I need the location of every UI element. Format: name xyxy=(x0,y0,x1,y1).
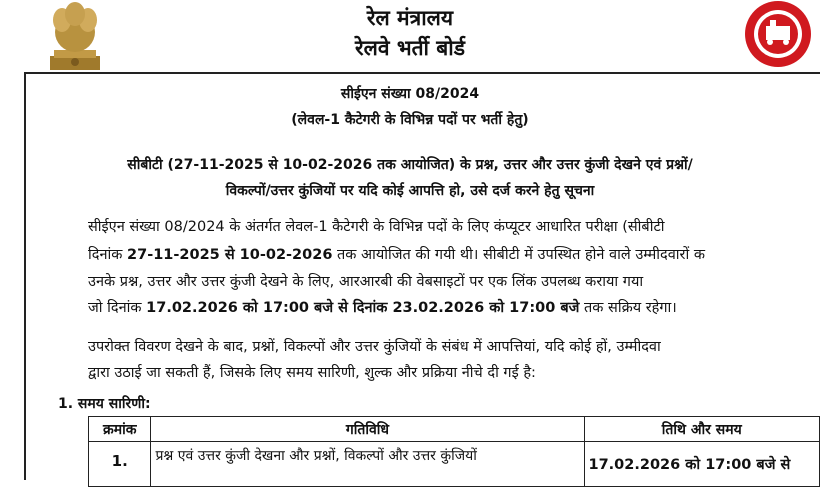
header-divider xyxy=(24,72,820,74)
section-schedule-title: 1. समय सारिणी: xyxy=(58,396,151,412)
link-active-window: 17.02.2026 को 17:00 बजे से दिनांक 23.02.2026 को 17:00 बजे xyxy=(146,300,580,316)
schedule-table xyxy=(88,416,820,487)
col-header-activity: गतिविधि xyxy=(151,417,584,442)
page-header xyxy=(0,0,820,74)
ministry-title: रेल मंत्रालय xyxy=(366,6,454,30)
row-serial: 1. xyxy=(111,452,128,470)
para2-line2: द्वारा उठाई जा सकती हैं, जिसके लिए समय सारिणी, शुल्क और प्रक्रिया नीचे दी गई है: xyxy=(88,365,536,381)
para2-line1: उपरोक्त विवरण देखने के बाद, प्रश्नों, विकल्पों और उत्तर कुंजियों के संबंध में आपत्तियां, यदि कोई हों, उम्मीदवा xyxy=(88,339,661,355)
col-header-datetime: तिथि और समय xyxy=(584,417,820,442)
para1-line1: सीईएन संख्या 08/2024 के अंतर्गत लेवल-1 कैटेगरी के विभिन्न पदों के लिए कंप्यूटर आधारित परीक्षा (सीबीटी xyxy=(88,219,665,235)
notice-title-line1: सीबीटी (27-11-2025 से 10-02-2026 तक आयोजित) के प्रश्न, उत्तर और उत्तर कुंजी देखने एवं प्रश्नों/ xyxy=(127,157,693,173)
col-header-serial: क्रमांक xyxy=(89,417,151,442)
para1-line4: जो दिनांक 17.02.2026 को 17:00 बजे से दिनांक 23.02.2026 को 17:00 बजे तक सक्रिय रहेगा। xyxy=(88,300,677,316)
board-title: रेलवे भर्ती बोर्ड xyxy=(355,36,465,60)
cen-subtitle: (लेवल-1 कैटेगरी के विभिन्न पदों पर भर्ती हेतु) xyxy=(291,112,529,128)
para1-line3: उनके प्रश्न, उत्तर और उत्तर कुंजी देखने के लिए, आरआरबी की वेबसाइटों पर एक लिंक उपलब्ध कराया गया xyxy=(88,274,644,290)
row-datetime: 17.02.2026 को 17:00 बजे से xyxy=(588,457,791,473)
table-header-row xyxy=(89,417,820,442)
railway-logo-icon xyxy=(736,0,816,70)
exam-dates: 27-11-2025 से 10-02-2026 xyxy=(127,247,333,263)
row-activity: प्रश्न एवं उत्तर कुंजी देखना और प्रश्नों, विकल्पों और उत्तर कुंजियों xyxy=(155,448,477,464)
cen-number: सीईएन संख्या 08/2024 xyxy=(340,86,480,102)
notice-title-line2: विकल्पों/उत्तर कुंजियों पर यदि कोई आपत्ति हो, उसे दर्ज करने हेतु सूचना xyxy=(225,183,595,199)
left-margin-line xyxy=(24,72,26,480)
para1-line2: दिनांक 27-11-2025 से 10-02-2026 तक आयोजित की गयी थी। सीबीटी में उपस्थित होने वाले उम्मीदवारों क xyxy=(88,247,705,263)
